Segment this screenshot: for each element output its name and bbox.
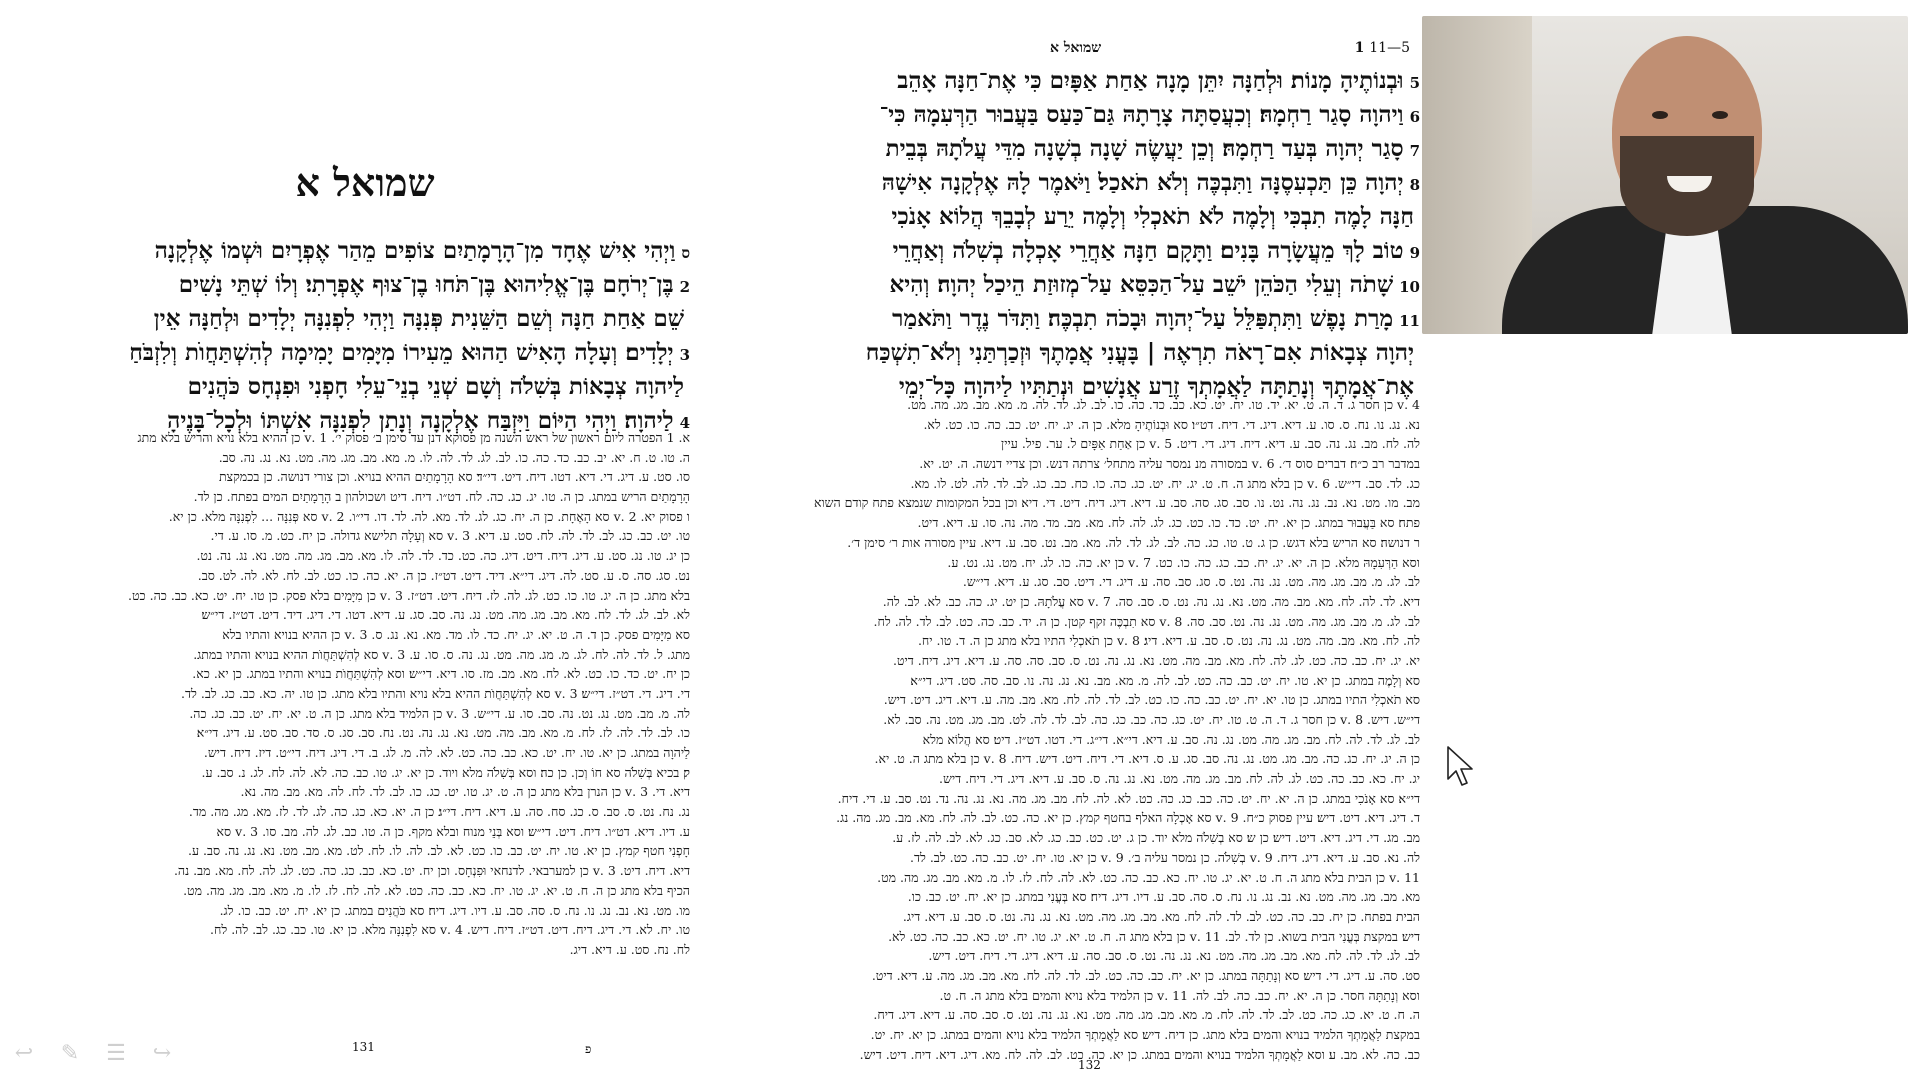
verse-line	[830, 133, 1420, 167]
page-number: 132	[1078, 1058, 1101, 1072]
masorah-line: סט. סה. ע. דיג. די. דיש׃ סא וְנָתַתָּה במתג. כן יא. יח. כב. כה. כט. לב. לד. לה. לח. מא. מב. מג. מה. ע. דיא. דיט.	[871, 967, 1420, 983]
masorah-line: יג. יח. כא. כב. כה. כט. לג. לה. לח. מב. מג. מה. מט. נא. נג. נה. ס. סב. ע. דיא. דיג. די. דיח. דיש.	[939, 771, 1420, 787]
running-header	[760, 40, 1420, 64]
masorah-line: מא. מב. מג. מה. מט. נא. נב. נג. נו. נח. ס. סה. סב. ע. דיו. דיג. דיח׃ סא בְּעֳנִי במתג. כן יא. יח. יט. כב. כו.	[907, 889, 1420, 905]
masorah-line: די״ש. דיש. 8 .v כן חסר ג. ד. ה. ט. טו. יח. יט. כג. כה. כב. כג. כה. לב. לד. לה. לט. מב. מג. מט. נה. סב. לא.	[883, 712, 1420, 727]
page-number: 131	[352, 1040, 375, 1054]
verse-range: 11—5	[1369, 40, 1410, 56]
masorah-line: לַיהוָה במתג. כן יא. טו. יח. יט. כא. כב. כה. כט. לא. לה. מ. לג. ב. די. דיג. דיח. די״ט. דיז. דיח. דיש.	[203, 745, 690, 760]
header-chapter	[1355, 40, 1410, 56]
left-page	[40, 40, 690, 1060]
verse-text: יְלָדִים׃ וְעָלָה הָאִישׁ הַהוּא מֵעִירוֹ מִיָּמִים יָמִימָה לְהִשְׁתַּחֲוֺת וְלִזְבֹּחַ	[129, 339, 674, 366]
masorah-line: וסא וְנָתַתָּה חסר. כן ה. יא. יח. כב. כה. לב. לה. 11 .v כן הלמיד בלא נויא והמים בלא מתג ה. ח. ט.	[939, 987, 1420, 1003]
presenter-eye	[1712, 111, 1728, 119]
masorah-line: דיש׃ במקצת בְּעֳנִי הבית בשוא. כן לד. לב. 11 .v כן בלא מתג ה. ח. ט. יא. יג. טו. יח. יט. כא. כב. כה. כט. לא.	[888, 928, 1420, 944]
presentation-toolbar	[10, 1040, 190, 1070]
verse-text: שָׁתֹה וְעֵלִי הַכֹּהֵן יֹשֵׁב עַל־הַכִּסֵּא עַל־מְזוּזַת הֵיכַל יְהוָה׃ וְהִיא	[889, 271, 1394, 298]
verse-number: 11	[1399, 312, 1420, 330]
undo-arrow-icon[interactable]: ↩	[14, 1041, 34, 1066]
masorah-line: הכיף בלא מתג כן ה. ח. ט. יא. יג. טו. יח. כא. כב. כה. כט. לא. לה. לח. לז. לו. מ. מא. מב. מג. מה. מט.	[183, 882, 690, 898]
masorah-line: ע. דיו. דיא. דט״ו. דיח. דיט. די״ש׃ וסא בְּנֵי מנוח ובלא מקף. כן ה. טו. כב. לג. לה. מב. סו. 3 .v סא	[216, 823, 690, 839]
masorah-line: ה. טו. ט. ח. יא. יב. כב. כד. כה. כו. לב. לג. לד. לה. לו. מ. מא. מב. מג. מה. מט. נא. נג. נה. סב.	[218, 449, 690, 465]
masorah-line: 4 .v כן חסר ג. ד. ה. ט. יא. יד. טו. יח. יט. כא. כב. כד. כה. כו. לב. לג. לד. לה. מ. מא. מב. מג. מה. מט.	[907, 397, 1420, 412]
verse-number: 3	[679, 346, 690, 364]
masorah-line: לה. לח. מא. מב. מה. מט. נג. נה. נט. ס. סב. ע. דיא. דיג׃ 8 .v כן תֹאכְלִי התיו בלא מתג כן ה. ד. טו. יח.	[917, 633, 1420, 649]
masorah-line: יא. יג. יח. כב. כה. כט. לג. לה. לח. מא. מב. מה. מט. נא. נג. נה. נט. ס. סב. סה. סה. ע. דיא. דיג. דיח. דיט.	[892, 652, 1420, 668]
page-title: שמואל א	[295, 160, 435, 205]
masorah-line: לה. מ. מב. מט. נג. נט. נה. סב. סו. ע. די״ש. 3 .v כן הלמיד בלא מתג. כן ה. ט. יא. יח. יט. כב. כג. כה.	[189, 705, 690, 721]
verse-text: סָגַר יְהוָה בְּעַד רַחְמָהּ׃ וְכֵן יַעֲשֶׂה שָׁנָה בְשָׁנָה מִדֵּי עֲלֹתָהּ בְּבֵית	[885, 135, 1404, 162]
masorah-line: נט. סג. סה. ס. ע. סט. לה. דיג. די״א. דיד. דיט. דט״ז. כן ה. יא. כה. כו. כט. לב. לח. לא. לה. לט. סב.	[197, 567, 690, 583]
masorah-notes	[770, 395, 1420, 1064]
menu-icon[interactable]: ☰	[106, 1041, 126, 1066]
verse-text: חַנָּה לָמֶה תִבְכִּי וְלָמֶה לֹא תֹאכְלִי וְלָמֶה יֵרַע לְבָבֵךְ הֲלוֹא אָנֹכִי	[891, 203, 1414, 230]
verse-text: וַיְהִי אִישׁ אֶחָד מִן־הָרָמָתַיִם צוֹפִים מֵהַר אֶפְרָיִם וּשְׁמוֹ אֶלְקָנָה	[154, 237, 676, 264]
verse-line	[830, 167, 1420, 201]
presenter-eye	[1652, 111, 1668, 119]
masorah-line: ד. דיג. דיא. דיט. דיש׃ עיין פסוק כ״ח. 9 .v סא אָכְלָה האלף בחטף קמץ. כן יא. כה. כט. לב. לה. לח. מא. מב. מג. מה. נג.	[836, 810, 1420, 826]
verse-text: יְהוָה כֵּן תַּכְעִסֶנָּה וַתִּבְכֶּה וְלֹא תֹאכַל׃ וַיֹּאמֶר לָהּ אֶלְקָנָה אִישָׁהּ	[881, 169, 1404, 196]
verse-line	[830, 201, 1420, 235]
masorah-line: פתח׃ סא בַּעֲבוּר במתג. כן יא. יח. יט. כד. כו. כט. כג. לג. לה. לח. מא. מב. מד. מה. נה. סו. ע. דיא. דיט.	[917, 515, 1420, 531]
masorah-line: נג. נח. נט. ס. סב. ס. כג. סח. סה. ע. דיא. דיח. די״ג׃ כן ה. יא. כא. כג. כה. לג. לד. לז. מא. מג. מה. מד.	[188, 804, 690, 820]
masorah-line: כן יג. טו. נג. סט. ע. דיג. דיח. דיט. דיג. כה. כט. כד. לד. לה. לו. מא. מב. מג. מה. מט. נא. נג. נה. נט.	[196, 548, 690, 564]
masorah-line: לב. לג. לד. לה. לח. מא. מב. מג. מה. מט. נא. נג. נה. נט. ס. סב. סה. ע. דיא. דיג. די. דיח. דיט. דיש.	[928, 948, 1420, 964]
masorah-line: סא מִיָּמִים פסק. כן ד. ה. ט. יא. יג. יח. כד. לו. מד. מא. נא. נג. ס. 3 .v כן ההיא בנויא והתיו בלא	[222, 626, 690, 642]
verse-number: 6	[1409, 108, 1420, 126]
masorah-line: לה. לח. מב. נג. נה. סב. ע. דיא. דיח. דיג. די. דיט. 5 .v כן אַחַת אַפָּיִם ל. ער. פיל. עיין	[1001, 436, 1420, 452]
masorah-line: לה. נא. סב. ע. דיא. דיג. דיח. 9 .v בְשִׁלֹה. כן נמסר עליה ב׳. 9 .v כן יא. טו. יח. יט. כב. כה. כט. לב. לד.	[910, 849, 1420, 865]
verse-line	[830, 337, 1420, 371]
masorah-line: בלא מתג. כן ה. יג. טו. כו. כט. לג. לה. לז. דיח. דיט. דט״ז. 3 .v כן מִיָּמִים בלא פסק. כן טו. יח. יט. כא. כב. כה. כט.	[128, 587, 690, 603]
verse-number: 8	[1409, 176, 1420, 194]
masorah-line: סא וְלָמֶה במתג. כן יא. טו. יח. יט. כב. כה. כט. לב. לה. מ. מא. מב. נא. נג. נה. נו. סב. סה. סט. דיג. די״א׃	[910, 672, 1420, 688]
masorah-line: דיא. דיח. דיט. 3 .v כן למערבאי. לדנחאי וּפִנְחָס. וכן יח. יט. כא. כב. כג. כה. כט. לג. לה. לח. מא. מב. נה.	[173, 863, 690, 879]
masorah-line: לב. לג. מ. מב. מג. מה. מט. נג. נה. נט. ס. סג. סב. סה. ע. דיג. די. דיט. סב. סג. ע. דיא. די״ש.	[962, 574, 1420, 590]
masorah-line: סו. סט. ע. דיג. די. דיא. דטו. דיח. דיט. די״ד׃ סא הָרָמָתַיִם ההיא בנויא. וכן צורי דנושה. כן בכמקצת	[218, 469, 690, 485]
masorah-line: מב. מג. די. דיג. דיא. דיט. דיש׃ כן ש׃ סא בְשִׁלֹה מלא יוד. כן ג. יט. כט. כב. כג. לא. סב. כג. לא. לב. לה. לז. ע.	[892, 830, 1420, 846]
masorah-line: לב. לג. לד. לה. לח. מב. מג. מה. מט. נג. נה. סב. ע. דיא. די״א. די״ג. די. דטו. דט״ז. דיט׃ סא הֲלוֹא מלא	[922, 731, 1420, 747]
verse-line	[830, 235, 1420, 269]
verse-text: וַיהוָה סָגַר רַחְמָהּ׃ וְכִעֲסַתָּה צָרָתָהּ גַּם־כַּעַס בַּעֲבוּר הַרְּעִמָהּ כִּי־	[879, 101, 1404, 128]
right-page	[760, 40, 1420, 1080]
masorah-line: כו. לב. לד. לה. לז. לח. מ. מא. מב. מה. מט. נא. נג. נה. נט. נח. סב. סג. ס. סד. סב. סט. ע. דיג. די״א׃	[196, 725, 690, 741]
masorah-line: ו פסוק יא. 2 .v סא הָאֶחָת. כן ה. יח. כג. לג. לד. מא. לה. לד. דו. די״ו. 2 .v סא פְּנִנָּה ... לִפְנִנָּה מלא. כן יא.	[168, 508, 690, 524]
mouse-pointer-icon	[1446, 745, 1474, 789]
masorah-line: די. דיג. די. דט״ז. די״ש׃ 3 .v סא לְהִשְׁתַּחֲוֺת ההיא בלא נויא והתיו בלא מתג. כן טו. יה. כא. כב. כג. לב. לד.	[181, 685, 690, 701]
masorah-line: ר דנושה׃ סא הריש בלא דגש. כן ג. ט. טו. כג. כה. לב. לג. לד. לה. מא. מב. נט. סב. ע. דיא. עיין מסורה אות ר׳ סימן ד׳.	[847, 534, 1420, 550]
verse-text: לַיהוָה צְבָאוֹת בְּשִׁלֹה וְשָׁם שְׁנֵי בְנֵי־עֵלִי חָפְנִי וּפִנְחָס כֹּהֲנִים	[187, 373, 684, 400]
verse-text: מָרַת נָפֶשׁ וַתִּתְפַּלֵּל עַל־יְהוָה וּבָכֹה תִבְכֶּה׃ וַתִּדֹּר נֶדֶר וַתֹּאמַר	[892, 305, 1394, 332]
video-thumbnail[interactable]	[1422, 16, 1908, 334]
verse-number: 2	[679, 278, 690, 296]
masorah-line: מתג. ל. לד. לה. לח. לג. מ. מג. מה. מט. נג. נה. ס. סו. ע. 3 .v סא לְהִשְׁתַּחֲוֺת ההיא בנויא והתיו במתג.	[193, 646, 690, 662]
masorah-line: מב. מו. מט. נא. נב. נג. נה. נט. נו. סב. סג. סה. סב. ע. דיא. דיג. דיח. דיט. די. דיא׃ וכן בכל המקומות שנמצא פתח קודם השוא	[813, 495, 1420, 511]
masorah-line: במקצת לַאֲמָתְךָ הלמיד בנויא והמים בלא מתג. כן דיח. דיש׃ סא לַאֲמָתְךָ הלמיד בלא נויא והמים במתג. כן יא. יח. יט.	[870, 1027, 1420, 1042]
masorah-line: נא. נג. נו. נח. ס. סו. ע. דיא. דיג. די. דיח. דט״ו׃ סא וּבְנוֹתֶיהָ מלא. כן ה. יג. יח. יט. כב. כה. כו. כט. לא.	[923, 416, 1420, 432]
verse-line	[830, 269, 1420, 303]
verse-line	[90, 337, 690, 371]
masorah-line: די״א׃ סא אָנֹכִי במתג. כן ה. יא. יח. יט. כה. כב. כג. כה. כט. לא. לה. לח. מב. מג. מה. נא. נג. נה. נד. נט. סב. ע. די. דיח.	[837, 790, 1420, 806]
verse-block	[90, 235, 690, 439]
verse-line	[830, 99, 1420, 133]
masorah-line: א. 1 הפטרה ליום ראשון של ראש השנה מן פסוקא דנן עד סימן ב׳ פסוק י׳. 1 .v כן ההיא בלא נויא והריש בלא מתג	[137, 430, 690, 445]
masorah-line: וסא הַרְּעִמָהּ מלא. כן ה. יא. יג. יח. כב. כג. כה. כו. כט. 7 .v כן יא. כה. כו. לג. יח. מט. נג. נט. ע.	[947, 554, 1420, 570]
verse-line	[830, 303, 1420, 337]
masorah-line: כן ה. יג. יח. כג. כה. מב. מג. מט. נג. נה. סב. סג. ע. ס. דיא. די. דיח. דיט. דיש. דיח. 8 .v כן בלא מתג ה. ט. יא.	[874, 751, 1420, 767]
verse-line	[830, 65, 1420, 99]
verse-line	[90, 269, 690, 303]
masorah-line: דיא. לד. לה. לח. מא. מב. מה. מט. נא. נג. נה. נט. ס. סב. סה. 7 .v סא עֲלֹתָהּ. כן יט. יג. כה. כב. לא. לב. לה.	[882, 593, 1420, 609]
chapter-number: 1	[1354, 40, 1365, 56]
verse-number: 9	[1409, 244, 1420, 262]
masorah-line: כב. כה. לא. מב. ע׃ וסא לַאֲמָתְךָ הלמיד בנויא והמים במתג. כן יא. כה. כט. לב. לה. לח. מא. דיג. דיא. דיח. דיט. דיש.	[859, 1046, 1420, 1062]
verse-text: לַיהוָה׃ וַיְהִי הַיּוֹם וַיִּזְבַּח אֶלְקָנָה וְנָתַן לִפְנִנָּה אִשְׁתּוֹ וּלְכָל־בָּנֶיהָ	[167, 407, 674, 434]
pen-icon[interactable]: ✎	[60, 1041, 80, 1066]
masorah-line: ה. ח. ט. יא. כג. כה. כט. לב. לד. לה. לח. מ. מא. מב. מג. מה. מט. נא. נג. נה. נט. ס. סב. סה. ע. דיא. דיג. דיח.	[873, 1007, 1420, 1023]
footer-mark: פ	[585, 1042, 592, 1056]
verse-text: בֶּן־יְרֹחָם בֶּן־אֱלִיהוּא בֶּן־תֹּחוּ בֶן־צוּף אֶפְרָתִי׃ וְלוֹ שְׁתֵּי נָשִׁים	[178, 271, 674, 298]
verse-text: וּבְנוֹתֶיהָ מָנוֹת׃ וּלְחַנָּה יִתֵּן מָנָה אַחַת אַפָּיִם כִּי אֶת־חַנָּה אָהֵב	[897, 67, 1404, 94]
header-title: שמואל א	[1050, 40, 1102, 56]
masorah-line: לח. נח. סט. ע. דיא. דיג.	[569, 941, 690, 957]
redo-arrow-icon[interactable]: ↪	[152, 1041, 172, 1066]
verse-text: אֶת־אֲמָתֶךָ וְנָתַתָּה לַאֲמָתְךָ זֶרַע אֲנָשִׁים וּנְתַתִּיו לַיהוָה כָּל־יְמֵי	[898, 373, 1414, 400]
masorah-line: הבית בפתח. כן יח. כב. כה. כט. לב. לד. לה. לח. מא. מב. מג. מה. מט. נא. נג. נה. נט. ס. סב. ע. דיא. דיג.	[902, 908, 1420, 924]
verse-line	[90, 235, 690, 269]
masorah-line: במדבר רב כ״ח׃ דברים סוס ד׳. 6 .v במסורה מנ נמסר עליה מתחל׳ צרתה דנש. וכן צדיי דנשה. ה. יט. יא.	[919, 456, 1420, 472]
masorah-line: לב. לג. מ. מב. מג. מה. מט. נג. נה. נט. סב. סה. 8 .v סא תִבְכֶּה זקף קטן. כן ה. יד. כב. כה. כט. לב. לד. לה. לח.	[873, 613, 1420, 629]
masorah-line: טו. יט. כב. כג. לב. לד. לה. לח. סט. ע. דיא. 3 .v סא וְעָלָה תלישא גדולה. כן יח. כט. מ. סו. ע. די.	[210, 528, 690, 544]
masorah-line: טו. יח. לא. די. דיג. דיח. דיט. דט״ז. דיח. דיש. 4 .v סא לִפְנִנָּה מלא. כן יא. טו. כב. כג. לב. לה. לח.	[210, 922, 690, 938]
verse-line	[90, 303, 690, 337]
masorah-line: 11 .v כן הבית בלא מתג ה. ח. ט. יא. יג. טו. יח. כא. כב. כה. כט. לא. לה. לח. לז. לו. מ. מא. מב. מג. מה. מט.	[877, 869, 1420, 885]
verse-number: 4	[679, 414, 690, 432]
masorah-line: חָפְנִי חטף קמץ. כן יא. טו. יח. יט. כב. כו. כט. לא. לב. לה. לו. לח. לט. מא. מב. מט. נא. נג. נה. סב. ע.	[188, 843, 690, 859]
masorah-line: כן יח. יט. כד. כו. כט. לא. לח. מא. מב. מז. סו. דיא. די״ש׃ וסא לְהִשְׁתַּחֲוֺת בנויא והתיו במתג. כן יא. כא.	[192, 666, 690, 682]
masorah-line: סא תֹאכְלִי התיו במתג. כן טו. יא. יח. יט. כב. כה. כו. כט. לב. לד. לה. לח. מא. מב. מה. ע. דיא. דיג. דיט. דיש.	[883, 692, 1420, 708]
masorah-notes	[40, 428, 690, 960]
verse-number: 5	[1409, 74, 1420, 92]
verse-text: יְהוָה צְבָאוֹת אִם־רָאֹה תִרְאֶה | בָּעֳנִי אֲמָתֶךָ וּזְכַרְתַּנִי וְלֹא־תִשְׁכַּח	[865, 339, 1414, 366]
verse-line	[90, 371, 690, 405]
verse-number: 10	[1399, 278, 1420, 296]
verse-text: שֵׁם אַחַת חַנָּה וְשֵׁם הַשֵּׁנִית פְּנִנָּה וַיְהִי לִפְנִנָּה יְלָדִים וּלְחַנָּה אֵין	[153, 305, 684, 332]
verse-number: ס	[681, 244, 690, 262]
masorah-line: הָרָמָתַיִם הריש במתג. כן ה. טו. יג. כג. כה. לח. דט״ו. דיח. דיט ושכולהון ב הָרָמָתַיִם המים בפתח. כן לד.	[193, 489, 690, 505]
verse-number: 7	[1409, 142, 1420, 160]
masorah-line: דיא. די. 3 .v כן הנרן בלא מתג כן ה. ט. יג. טו. יט. כג. כו. לב. לד. לח. לה. מא. מב. מה. נא.	[240, 784, 690, 800]
verse-block	[830, 65, 1420, 405]
masorah-line: מו. מט. נא. נב. נג. נו. נח. ס. סה. סב. ע. דיו. דיג. דיח׃ סא כֹּהֲנִים במתג. כן יא. יח. יט. כב. כו. לג.	[219, 902, 690, 918]
masorah-line: ק׃ בכיא בְּשִׁלֹה סא חוֹ וְכן. כן כה׃ וסא בְּשִׁלֹה מלא ויוד. כן יא. יג. טו. כב. כה. לא. לה. לח. לג. נ. סב. ע.	[201, 764, 690, 780]
masorah-line: לא. לב. לג. לד. לח. מא. מב. מג. מה. מט. נג. נה. סב. סג. ע. דיא. דטו. די. דיג. דיד. דיט. דט״ז. די״ש׃	[201, 607, 690, 623]
verse-text: טוֹב לָךְ מֵעֲשָׂרָה בָּנִים׃ וַתָּקָם חַנָּה אַחֲרֵי אָכְלָה בְשִׁלֹה וְאַחֲרֵי	[892, 237, 1404, 264]
masorah-line: כג. לד. סב. די״ש. 6 .v כן בלא מתג ה. ח. ט. יג. יח. יט. כג. כה. כו. כח. כב. כג. לב. לד. לה. לט. לו. מא.	[910, 475, 1420, 491]
